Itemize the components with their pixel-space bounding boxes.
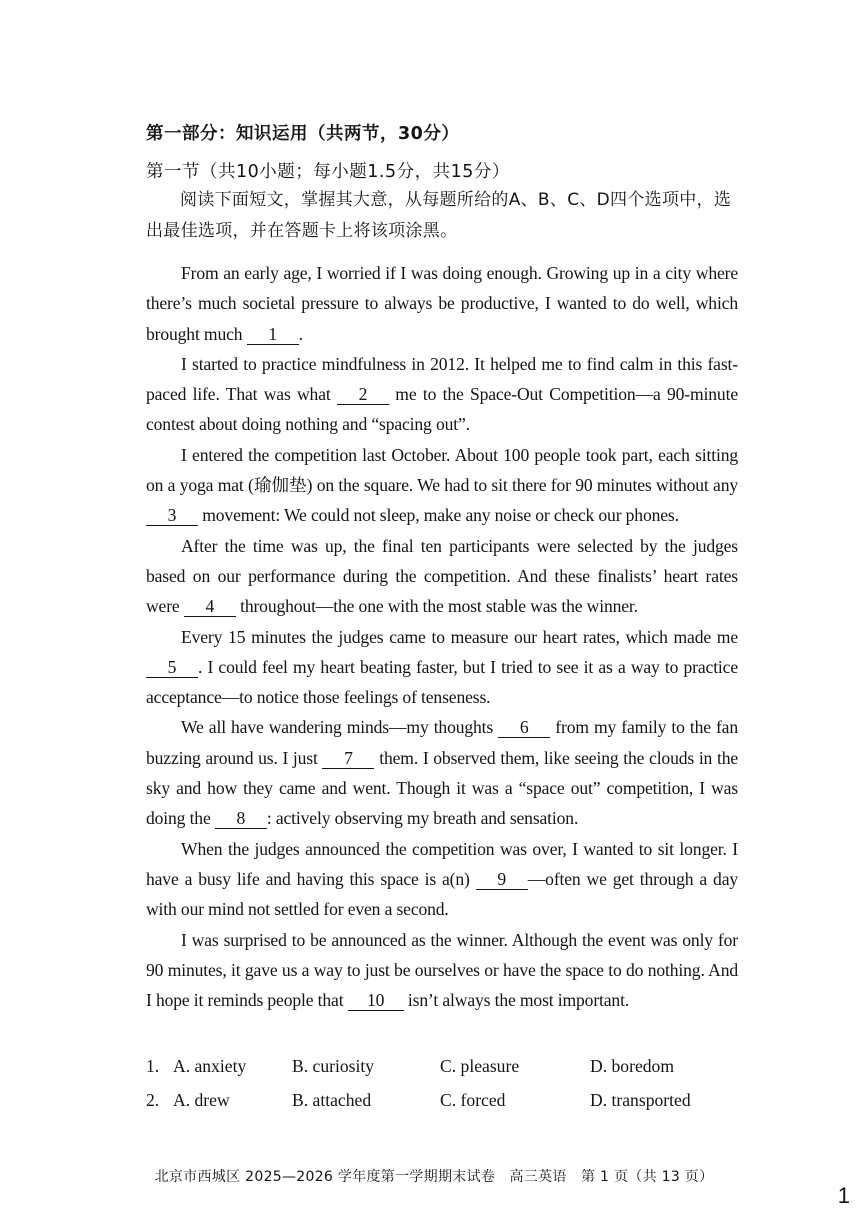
- option-c: C. forced: [440, 1090, 506, 1110]
- option-d: D. boredom: [590, 1056, 675, 1076]
- blank-4: 4: [184, 597, 236, 617]
- blank-9: 9: [476, 870, 528, 890]
- option-row-2: [146, 1090, 746, 1124]
- options-list: [146, 1056, 746, 1124]
- question-number: 1.: [146, 1056, 160, 1076]
- paragraph-6: We all have wandering minds—my thoughts 6 from my family to the fan buzzing around us. I just 7 them. I observed them, like seeing the clouds in the sky and how they came and went. Though it was a “space out” competition, I was doing the 8 : actively observing my breath and sensation.: [146, 717, 739, 829]
- part-title: 第一部分：知识运用（共两节，30分）: [146, 124, 460, 144]
- option-c: C. pleasure: [440, 1056, 520, 1076]
- paragraph-8: I was surprised to be announced as the winner. Although the event was only for 90 minutes, it gave us a way to just be ourselves or have the space to do nothing. And I hope it reminds people that 10 isn’t always the most important.: [146, 929, 738, 1011]
- passage: [146, 258, 738, 1015]
- blank-7: 7: [322, 749, 374, 769]
- paragraph-1: From an early age, I worried if I was doing enough. Growing up in a city where there’s much societal pressure to always be productive, I wanted to do well, which brought much 1 .: [146, 263, 738, 344]
- paragraph-2: I started to practice mindfulness in 2012. It helped me to find calm in this fast-paced life. That was what 2 me to the Space-Out Competition—a 90-minute contest about doing nothing and “spacing out”.: [146, 353, 738, 435]
- option-b: B. curiosity: [292, 1056, 375, 1076]
- blank-2: 2: [337, 385, 389, 405]
- page-number: 1: [837, 1183, 850, 1208]
- option-b: B. attached: [292, 1090, 372, 1110]
- blank-10: 10: [348, 991, 404, 1011]
- paragraph-3: I entered the competition last October. About 100 people took part, each sitting on a yoga mat (瑜伽垫) on the square. We had to sit there for 90 minutes without any 3 movement: We could not sleep, make any noise or check our phones.: [146, 444, 738, 526]
- paragraph-7: When the judges announced the competition was over, I wanted to sit longer. I have a busy life and having this space is a(n) 9 —often we get through a day with our mind not settled for even a second.: [146, 838, 738, 920]
- blank-3: 3: [146, 506, 198, 526]
- blank-1: 1: [247, 325, 299, 345]
- blank-5: 5: [146, 658, 198, 678]
- option-d: D. transported: [590, 1090, 691, 1110]
- paragraph-5: Every 15 minutes the judges came to measure our heart rates, which made me 5 . I could feel my heart beating faster, but I tried to see it as a way to practice acceptance—to notice those feelings of tenseness.: [146, 626, 738, 708]
- option-a: A. drew: [173, 1090, 230, 1110]
- instruction-text: 阅读下面短文，掌握其大意，从每题所给的A、B、C、D四个选项中，选出最佳选项，并在答题卡上将该项涂黑。: [146, 190, 732, 241]
- question-number: 2.: [146, 1090, 160, 1110]
- blank-6: 6: [498, 718, 550, 738]
- page-footer: 北京市西城区 2025—2026 学年度第一学期期末试卷 高三英语 第 1 页（共 13 页）: [154, 1169, 714, 1185]
- option-row-1: [146, 1056, 746, 1090]
- subsection-title: 第一节（共10小题；每小题1.5分，共15分）: [146, 162, 510, 182]
- blank-8: 8: [215, 809, 267, 829]
- option-a: A. anxiety: [173, 1056, 247, 1076]
- paragraph-4: After the time was up, the final ten participants were selected by the judges based on our performance during the competition. And these finalists’ heart rates were 4 throughout—the one with the most stable was the winner.: [146, 535, 738, 617]
